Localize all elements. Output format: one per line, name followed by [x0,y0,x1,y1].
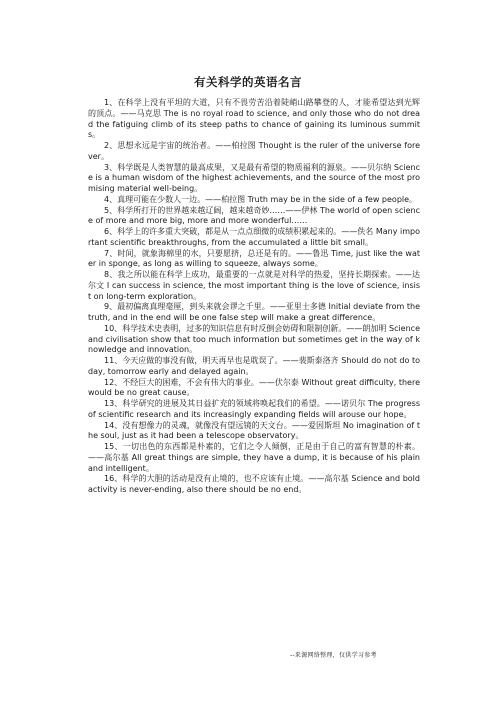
quote-paragraph-12: 12、不经巨大的困难，不会有伟大的事业。——伏尔泰 Without great difficulty, there would be no great cause。 [88,377,420,398]
quote-paragraph-1: 1、在科学上没有平坦的大道，只有不畏劳苦沿着陡峭山路攀登的人，才能希望达到光辉的顶点。——马克思 The is no royal road to science, and only those who do not dread the fatiguing climb of its steep paths to chance of gaining its luminous summits。 [88,98,420,140]
quote-paragraph-9: 9、最初偏离真理毫厘，到头来就会谬之千里。——亚里士多德 Initial deviate from the truth, and in the end will be one false step will make a great difference。 [88,302,420,322]
quote-paragraph-6: 6、科学上的许多重大突破，都是从一点点细微的成绩积累起来的。——佚名 Many important scientific breakthroughs, from the accumulated a little bit small。 [88,227,420,247]
quote-paragraph-3: 3、科学既是人类智慧的最高成果，又是最有希望的物质福利的源泉。——贝尔纳 Science is a human wisdom of the highest achievements, and the source of the most promising material well-being。 [88,162,420,193]
quote-paragraph-7: 7、时间，就象海棉里的水，只要愿挤，总还是有的。——鲁迅 Time, just like the water in sponge, as long as willing to squeeze, always some。 [88,248,420,269]
quote-paragraph-4: 4、真理可能在少数人一边。——柏拉图 Truth may be in the side of a few people。 [104,194,418,204]
quote-paragraph-16: 16、科学的大胆的活动是没有止境的，也不应该有止境。——高尔基 Science and bold activity is never-ending, also there should be no end。 [88,474,420,494]
quote-paragraph-15: 15、一切出色的东西都是朴素的，它们之令人倾倒，正是由于自己的富有智慧的朴素。——高尔基 All great things are simple, they have a dump, it is because of his plain and intelligent。 [88,442,420,473]
quote-paragraph-8: 8、我之所以能在科学上成功，最重要的一点就是对科学的热爱，坚持长期探索。——达尔文 I can success in science, the most important thing is the love of science, insist on long-term exploration。 [88,270,420,301]
quote-paragraph-5: 5、科学所打开的世界越来越辽阔，越来越奇妙……——伊林 The world of open science of more and more big, more and more wonderful…… [88,205,420,226]
page-title: 有关科学的英语名言 [194,75,302,89]
source-footer: --来源网络整理，仅供学习参考 [290,652,377,659]
quote-paragraph-2: 2、思想永远是宇宙的统治者。——柏拉图 Thought is the ruler of the universe forever。 [88,141,420,161]
quote-paragraph-11: 11、今天应做的事没有做，明天再早也是耽误了。——裴斯泰洛齐 Should do not do today, tomorrow early and delayed again。 [88,356,420,376]
quote-paragraph-13: 13、科学研究的进展及其日益扩充的领域将唤起我们的希望。——诺贝尔 The progress of scientific research and its increasingly expanding fields will arouse our hope。 [88,399,420,419]
quote-paragraph-10: 10、科学技术史表明，过多的知识信息有时反倒会妨碍和限制创新。——朗加明 Science and civilisation show that too much information but sometimes get in the way of knowledge and innovation。 [88,323,420,355]
quote-list [88,98,420,496]
quote-paragraph-14: 14、没有想像力的灵魂，就像没有望远镜的天文台。——爱因斯坦 No imagination of the soul, just as it had been a telescope observatory。 [88,420,420,441]
